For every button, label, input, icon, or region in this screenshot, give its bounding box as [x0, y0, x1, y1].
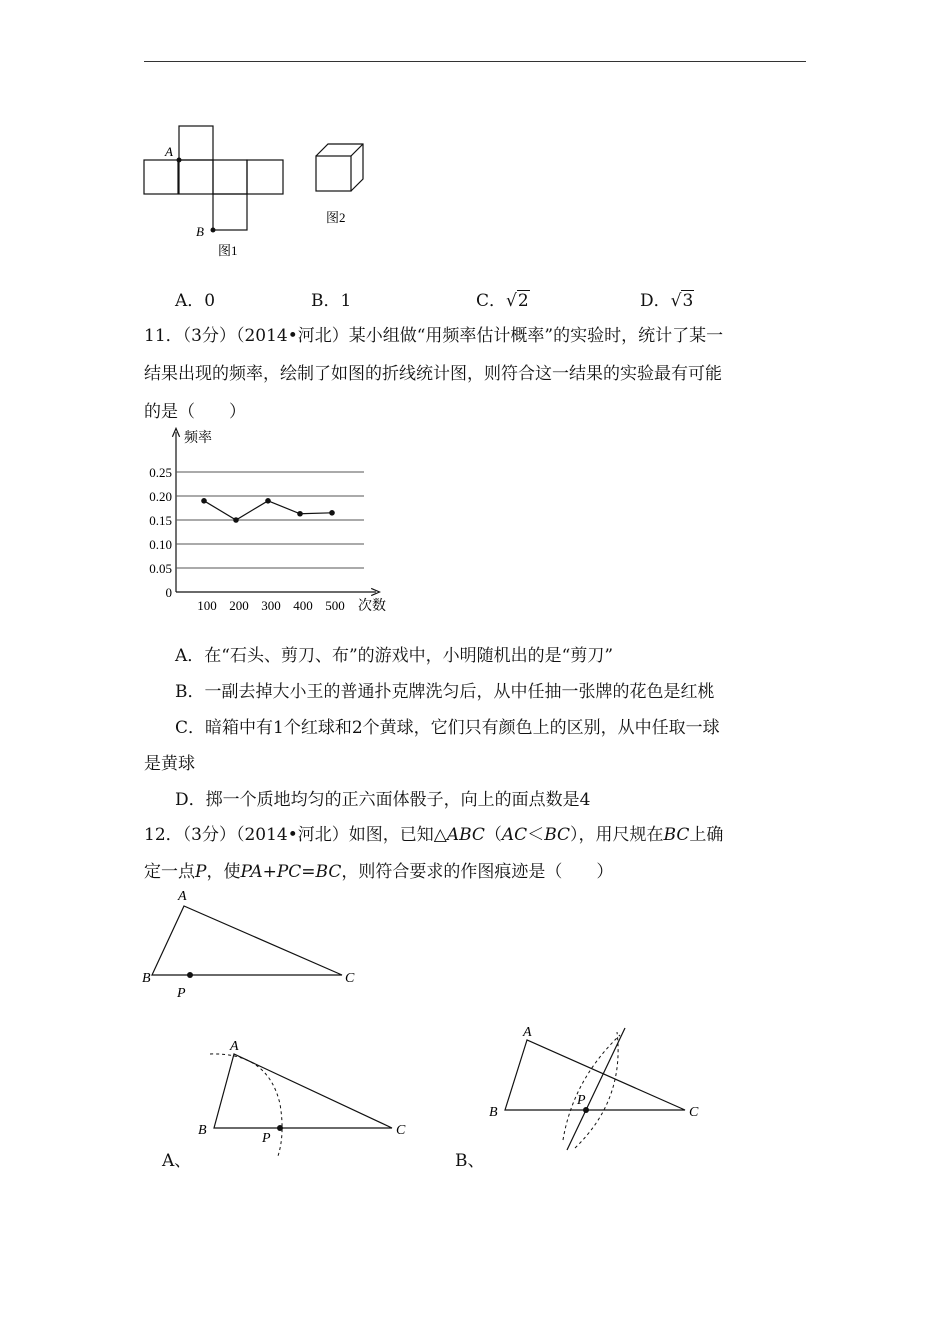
data-point — [297, 511, 303, 517]
y-tick-label: 0.20 — [149, 489, 172, 504]
svg-text:A: A — [178, 889, 187, 904]
sqrt-3: √3 — [670, 291, 694, 311]
x-tick-label: 400 — [293, 598, 313, 613]
q10-option-d[interactable] — [640, 286, 694, 311]
y-tick-label: 0.05 — [149, 561, 172, 576]
q12-option-a-figure[interactable] — [190, 1034, 420, 1159]
svg-text:B: B — [142, 971, 151, 986]
cube-figure — [140, 120, 380, 265]
y-tick-label: 0.25 — [149, 465, 172, 480]
q10-option-a[interactable]: A．0 — [175, 291, 216, 311]
q12-stem-line2: 定一点P，使PA+PC=BC，则符合要求的作图痕迹是（ ） — [144, 862, 614, 882]
svg-text:A: A — [523, 1025, 532, 1040]
chart-xlabel: 次数 — [358, 599, 386, 614]
data-point — [233, 517, 239, 523]
svg-text:P: P — [262, 1131, 271, 1146]
data-point — [265, 498, 271, 504]
x-tick-label: 500 — [325, 598, 345, 613]
frequency-line-chart — [140, 424, 400, 619]
q12-option-b-figure[interactable] — [485, 1020, 715, 1155]
point-a — [177, 158, 182, 163]
q10-option-b[interactable]: B．1 — [311, 291, 352, 311]
svg-text:P: P — [177, 986, 186, 1001]
svg-text:C: C — [396, 1123, 406, 1138]
label-b: B — [196, 224, 204, 239]
q10-option-d-prefix: D． — [640, 291, 671, 311]
y-tick-label: 0 — [165, 585, 172, 600]
sqrt-2: √2 — [506, 291, 529, 311]
svg-text:P: P — [577, 1093, 586, 1108]
data-point — [201, 498, 207, 504]
fig2-caption: 图2 — [326, 210, 346, 225]
q12-stem-line1: 12．（3分）（2014•河北）如图，已知△ABC（AC＜BC），用尺规在BC上确 — [144, 825, 724, 845]
q11-option-d[interactable]: D．掷一个质地均匀的正六面体骰子，向上的面点数是4 — [175, 790, 591, 810]
point-b — [211, 228, 216, 233]
x-tick-label: 100 — [197, 598, 217, 613]
top-rule — [144, 61, 806, 62]
label-a: A — [165, 144, 173, 159]
q10-option-c[interactable] — [476, 286, 530, 311]
x-tick-label: 300 — [261, 598, 281, 613]
frequency-series-line — [204, 501, 332, 520]
q10-option-c-prefix: C． — [476, 291, 507, 311]
q12-option-a-label[interactable]: A、 — [162, 1151, 192, 1171]
fig1-caption: 图1 — [218, 243, 238, 258]
svg-text:A: A — [230, 1039, 239, 1054]
svg-text:C: C — [345, 971, 355, 986]
q12-main-triangle — [140, 884, 370, 1004]
q11-option-c-cont: 是黄球 — [144, 754, 195, 774]
svg-text:B: B — [489, 1105, 498, 1120]
q11-option-b[interactable]: B．一副去掉大小王的普通扑克牌洗匀后，从中任抽一张牌的花色是红桃 — [175, 682, 715, 702]
chart-ylabel: 频率 — [184, 431, 212, 446]
svg-text:B: B — [198, 1123, 207, 1138]
y-tick-label: 0.15 — [149, 513, 172, 528]
q11-stem-line1: 11．（3分）（2014•河北）某小组做“用频率估计概率”的实验时，统计了某一 — [144, 326, 724, 346]
point-p — [187, 972, 193, 978]
q11-stem-line2: 结果出现的频率，绘制了如图的折线统计图，则符合这一结果的实验最有可能 — [144, 364, 722, 384]
x-tick-label: 200 — [229, 598, 249, 613]
q11-stem-line3: 的是（ ） — [144, 402, 246, 422]
q11-option-a[interactable]: A．在“石头、剪刀、布”的游戏中，小明随机出的是“剪刀” — [175, 646, 614, 666]
svg-text:C: C — [689, 1105, 699, 1120]
q11-option-c[interactable]: C．暗箱中有1个红球和2个黄球，它们只有颜色上的区别，从中任取一球 — [175, 718, 720, 738]
data-point — [329, 510, 335, 516]
y-tick-label: 0.10 — [149, 537, 172, 552]
q12-option-b-label[interactable]: B、 — [455, 1151, 485, 1171]
